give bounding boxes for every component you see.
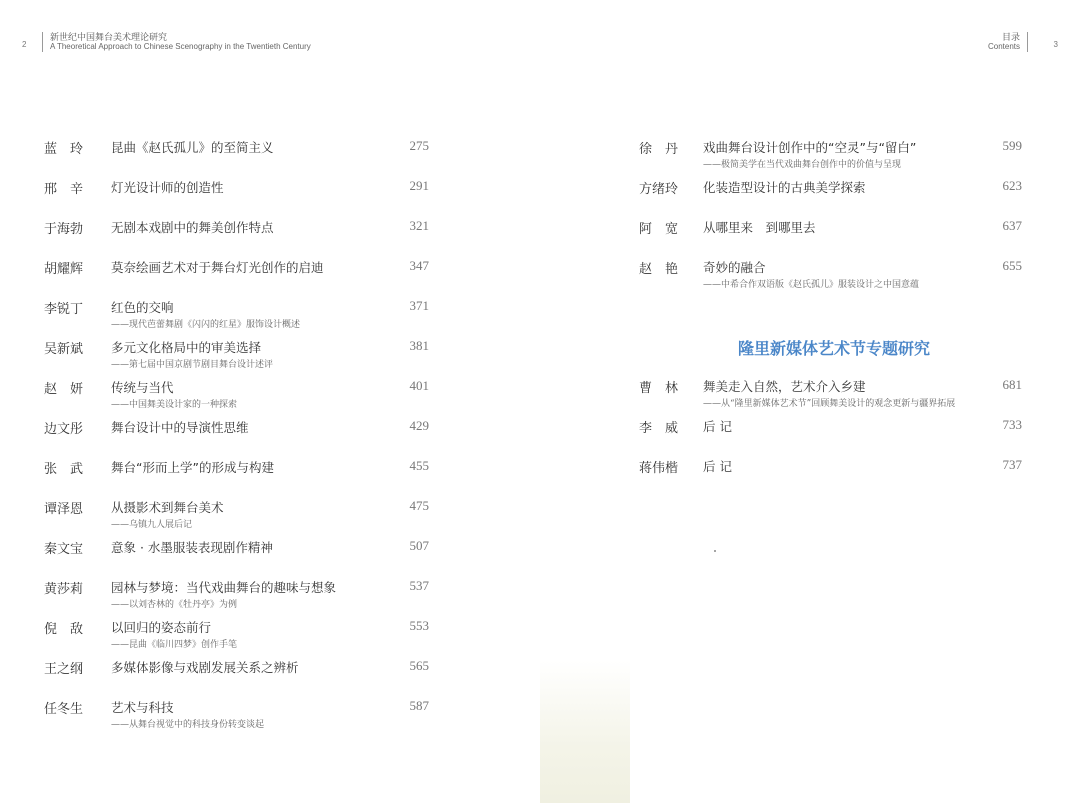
entry-page: 681: [1002, 377, 1022, 392]
entry-page: 737: [1002, 457, 1022, 472]
entry-title: 奇妙的融合: [703, 260, 766, 275]
print-speck: [714, 550, 716, 552]
right-page-number: 3: [1053, 40, 1058, 49]
toc-entry[interactable]: [0, 258, 540, 298]
toc-entry[interactable]: [0, 618, 540, 658]
entry-title: 化装造型设计的古典美学探索: [703, 180, 866, 195]
entry-title: 从摄影术到舞台美术: [111, 500, 224, 515]
toc-entry[interactable]: [0, 298, 540, 338]
entry-title: 从哪里来 到哪里去: [703, 220, 816, 235]
entry-page: 623: [1002, 178, 1022, 193]
toc-entry[interactable]: [0, 538, 540, 578]
toc-entry[interactable]: [0, 418, 540, 458]
toc-entry[interactable]: [0, 458, 540, 498]
entry-title: 传统与当代: [111, 380, 174, 395]
entry-page: 587: [409, 698, 429, 713]
entry-subtitle: ——中希合作双语版《赵氏孤儿》服装设计之中国意蕴: [703, 280, 920, 290]
header-divider: [42, 32, 43, 52]
right-running-header: [948, 30, 1058, 60]
entry-title: 红色的交响: [111, 300, 174, 315]
entry-page: 475: [409, 498, 429, 513]
page-shading: [540, 660, 630, 803]
entry-author: 谭泽恩: [44, 502, 84, 517]
entry-page: 599: [1002, 138, 1022, 153]
entry-page: 321: [409, 218, 429, 233]
entry-author: 倪 敌: [44, 622, 84, 637]
entry-author: 蓝 玲: [44, 142, 84, 157]
toc-entry[interactable]: [0, 378, 540, 418]
entry-title: 戏曲舞台设计创作中的“空灵”与“留白”: [703, 140, 917, 155]
book-title-cn: 新世纪中国舞台美术理论研究: [50, 33, 168, 43]
entry-author: 张 武: [44, 462, 84, 477]
entry-title: 舞台“形而上学”的形成与构建: [111, 460, 274, 475]
entry-page: 637: [1002, 218, 1022, 233]
entry-title: 以回归的姿态前行: [111, 620, 212, 635]
entry-author: 王之纲: [44, 662, 84, 677]
entry-subtitle: ——从舞台视觉中的科技身份转变谈起: [111, 720, 265, 730]
entry-title: 舞台设计中的导演性思维: [111, 420, 249, 435]
toc-entry[interactable]: [0, 338, 540, 378]
entry-author: 曹 林: [639, 381, 679, 396]
entry-author: 吴新斌: [44, 342, 84, 357]
entry-author: 徐 丹: [639, 142, 679, 157]
entry-author: 邢 辛: [44, 182, 84, 197]
entry-title: 后 记: [703, 419, 732, 434]
entry-page: 371: [409, 298, 429, 313]
entry-title: 无剧本戏剧中的舞美创作特点: [111, 220, 274, 235]
entry-subtitle: ——从“隆里新媒体艺术节”回顾舞美设计的观念更新与疆界拓展: [703, 399, 956, 409]
entry-page: 275: [409, 138, 429, 153]
entry-page: 537: [409, 578, 429, 593]
entry-page: 291: [409, 178, 429, 193]
entry-page: 429: [409, 418, 429, 433]
entry-subtitle: ——乌镇九人展后记: [111, 520, 193, 530]
entry-author: 李 威: [639, 421, 679, 436]
entry-author: 阿 宽: [639, 222, 679, 237]
entry-author: 赵 妍: [44, 382, 84, 397]
toc-entry[interactable]: [540, 377, 1080, 417]
toc-entry[interactable]: [0, 498, 540, 538]
section-heading: 隆里新媒体艺术节专题研究: [738, 339, 931, 358]
entry-title: 艺术与科技: [111, 700, 174, 715]
header-divider: [1027, 32, 1028, 52]
contents-label-en: Contents: [987, 42, 1020, 51]
entry-subtitle: ——中国舞美设计家的一种探索: [111, 400, 238, 410]
entry-author: 任冬生: [44, 702, 84, 717]
entry-author: 方绪玲: [639, 182, 679, 197]
toc-entry[interactable]: [540, 417, 1080, 457]
entry-subtitle: ——第七届中国京剧节剧目舞台设计述评: [111, 360, 274, 370]
entry-author: 蒋伟楷: [639, 461, 679, 476]
entry-title: 后 记: [703, 459, 732, 474]
entry-title: 灯光设计师的创造性: [111, 180, 224, 195]
toc-entry[interactable]: [540, 138, 1080, 178]
toc-entry[interactable]: [0, 178, 540, 218]
entry-page: 655: [1002, 258, 1022, 273]
entry-title: 意象 · 水墨服装表现剧作精神: [111, 540, 273, 555]
toc-entry[interactable]: [540, 258, 1080, 298]
entry-page: 347: [409, 258, 429, 273]
entry-author: 黄莎莉: [44, 582, 84, 597]
entry-page: 553: [409, 618, 429, 633]
book-title-en: A Theoretical Approach to Chinese Scenography in the Twentieth Century: [50, 42, 311, 51]
entry-page: 455: [409, 458, 429, 473]
entry-subtitle: ——以刘杏林的《牡丹亭》为例: [111, 600, 238, 610]
entry-title: 舞美走入自然，艺术介入乡建: [703, 379, 866, 394]
entry-page: 507: [409, 538, 429, 553]
entry-title: 多元文化格局中的审美选择: [111, 340, 262, 355]
entry-author: 李锐丁: [44, 302, 84, 317]
entry-title: 莫奈绘画艺术对于舞台灯光创作的启迪: [111, 260, 324, 275]
toc-entry[interactable]: [540, 178, 1080, 218]
entry-title: 园林与梦境：当代戏曲舞台的趣味与想象: [111, 580, 337, 595]
entry-subtitle: ——现代芭蕾舞剧《闪闪的红星》服饰设计概述: [111, 320, 301, 330]
toc-entry[interactable]: [540, 457, 1080, 497]
entry-page: 565: [409, 658, 429, 673]
entry-page: 733: [1002, 417, 1022, 432]
entry-subtitle: ——昆曲《临川四梦》创作手笔: [111, 640, 238, 650]
entry-page: 381: [409, 338, 429, 353]
entry-subtitle: ——极简美学在当代戏曲舞台创作中的价值与呈现: [703, 160, 902, 170]
toc-entry[interactable]: [0, 218, 540, 258]
toc-entry[interactable]: [0, 578, 540, 618]
left-page-number: 2: [22, 40, 27, 49]
toc-entry[interactable]: [0, 138, 540, 178]
entry-author: 胡耀辉: [44, 262, 84, 277]
entry-author: 秦文宝: [44, 542, 84, 557]
entry-title: 多媒体影像与戏剧发展关系之辨析: [111, 660, 299, 675]
entry-title: 昆曲《赵氏孤儿》的至简主义: [111, 140, 274, 155]
entry-author: 赵 艳: [639, 262, 679, 277]
toc-entry[interactable]: [540, 218, 1080, 258]
toc-entry[interactable]: [0, 698, 540, 738]
toc-entry[interactable]: [0, 658, 540, 698]
entry-page: 401: [409, 378, 429, 393]
entry-author: 边文彤: [44, 422, 84, 437]
contents-label-cn: 目录: [1001, 33, 1020, 43]
entry-author: 于海勃: [44, 222, 84, 237]
